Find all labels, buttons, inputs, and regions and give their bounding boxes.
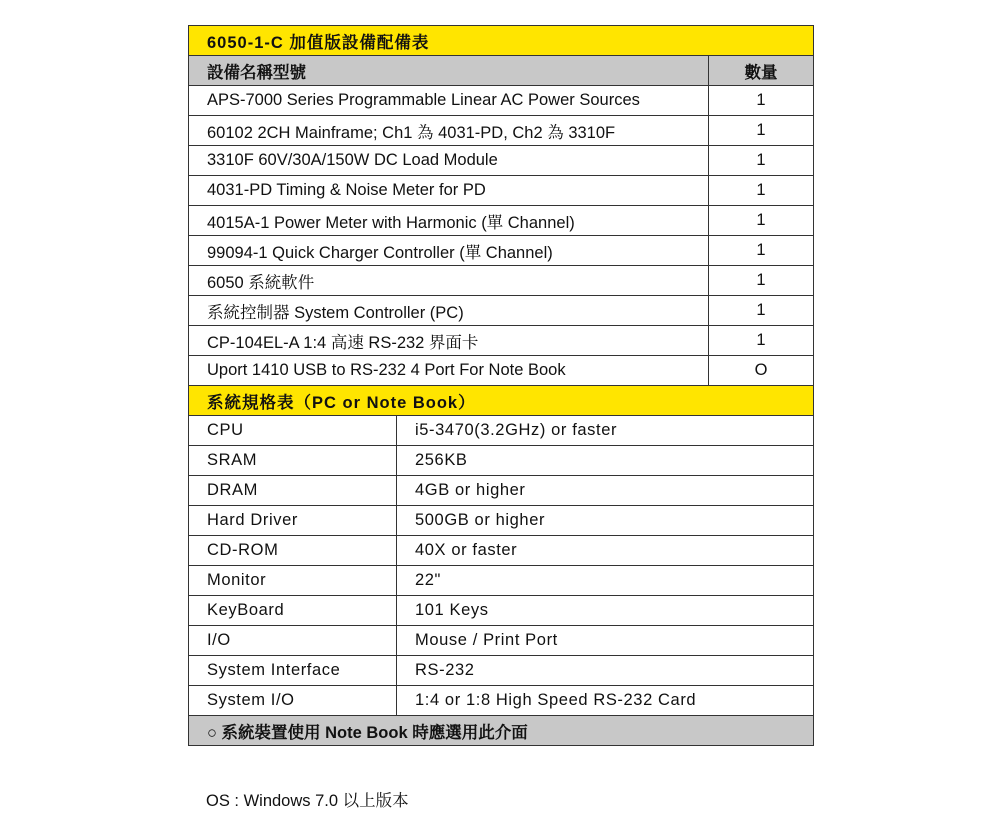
spec-row — [189, 446, 814, 476]
equipment-qty: 1 — [709, 236, 814, 266]
column-header-qty: 數量 — [709, 56, 814, 86]
equipment-row — [189, 356, 814, 386]
spec-row — [189, 476, 814, 506]
equipment-name: APS-7000 Series Programmable Linear AC Power Sources — [189, 86, 709, 116]
spec-value: 40X or faster — [397, 536, 814, 566]
equipment-row — [189, 236, 814, 266]
equipment-row — [189, 176, 814, 206]
equipment-qty: O — [709, 356, 814, 386]
spec-label: System Interface — [189, 656, 397, 686]
equipment-qty: 1 — [709, 206, 814, 236]
spec-row — [189, 686, 814, 716]
spec-label: Hard Driver — [189, 506, 397, 536]
equipment-title: 6050-1-C 加值版設備配備表 — [189, 26, 814, 56]
specs-footnote: ○ 系統裝置使用 Note Book 時應選用此介面 — [189, 716, 814, 746]
spec-row — [189, 656, 814, 686]
spec-row — [189, 506, 814, 536]
spec-value: Mouse / Print Port — [397, 626, 814, 656]
equipment-qty: 1 — [709, 86, 814, 116]
equipment-qty: 1 — [709, 326, 814, 356]
equipment-name: 4031-PD Timing & Noise Meter for PD — [189, 176, 709, 206]
spec-label: I/O — [189, 626, 397, 656]
spec-row — [189, 416, 814, 446]
equipment-qty: 1 — [709, 266, 814, 296]
equipment-row — [189, 206, 814, 236]
column-header-name: 設備名稱型號 — [189, 56, 709, 86]
spec-value: 22" — [397, 566, 814, 596]
equipment-name: 60102 2CH Mainframe; Ch1 為 4031-PD, Ch2 為 3310F — [189, 116, 709, 146]
equipment-qty: 1 — [709, 116, 814, 146]
equipment-title-row — [189, 26, 814, 56]
spec-label: SRAM — [189, 446, 397, 476]
spec-row — [189, 566, 814, 596]
equipment-table-body — [189, 26, 814, 746]
equipment-qty: 1 — [709, 176, 814, 206]
spec-label: System I/O — [189, 686, 397, 716]
equipment-row — [189, 146, 814, 176]
os-note: OS : Windows 7.0 以上版本 — [206, 792, 409, 810]
spec-label: KeyBoard — [189, 596, 397, 626]
spec-label: CPU — [189, 416, 397, 446]
equipment-row — [189, 266, 814, 296]
equipment-name: Uport 1410 USB to RS-232 4 Port For Note Book — [189, 356, 709, 386]
equipment-row — [189, 326, 814, 356]
equipment-name: 系統控制器 System Controller (PC) — [189, 296, 709, 326]
spec-label: CD-ROM — [189, 536, 397, 566]
spec-value: 256KB — [397, 446, 814, 476]
equipment-name: 6050 系統軟件 — [189, 266, 709, 296]
equipment-header-row — [189, 56, 814, 86]
equipment-name: 4015A-1 Power Meter with Harmonic (單 Channel) — [189, 206, 709, 236]
specs-title: 系統規格表（PC or Note Book） — [189, 386, 814, 416]
spec-row — [189, 536, 814, 566]
spec-value: 101 Keys — [397, 596, 814, 626]
equipment-name: CP-104EL-A 1:4 高速 RS-232 界面卡 — [189, 326, 709, 356]
spec-row — [189, 626, 814, 656]
spec-value: RS-232 — [397, 656, 814, 686]
spec-value: 500GB or higher — [397, 506, 814, 536]
spec-value: 4GB or higher — [397, 476, 814, 506]
equipment-sheet — [188, 25, 813, 746]
spec-value: 1:4 or 1:8 High Speed RS-232 Card — [397, 686, 814, 716]
equipment-qty: 1 — [709, 146, 814, 176]
equipment-row — [189, 116, 814, 146]
spec-label: Monitor — [189, 566, 397, 596]
equipment-table — [188, 25, 814, 746]
equipment-row — [189, 86, 814, 116]
specs-title-row — [189, 386, 814, 416]
spec-row — [189, 596, 814, 626]
spec-label: DRAM — [189, 476, 397, 506]
specs-footnote-row — [189, 716, 814, 746]
equipment-row — [189, 296, 814, 326]
equipment-qty: 1 — [709, 296, 814, 326]
equipment-name: 3310F 60V/30A/150W DC Load Module — [189, 146, 709, 176]
spec-value: i5-3470(3.2GHz) or faster — [397, 416, 814, 446]
equipment-name: 99094-1 Quick Charger Controller (單 Channel) — [189, 236, 709, 266]
